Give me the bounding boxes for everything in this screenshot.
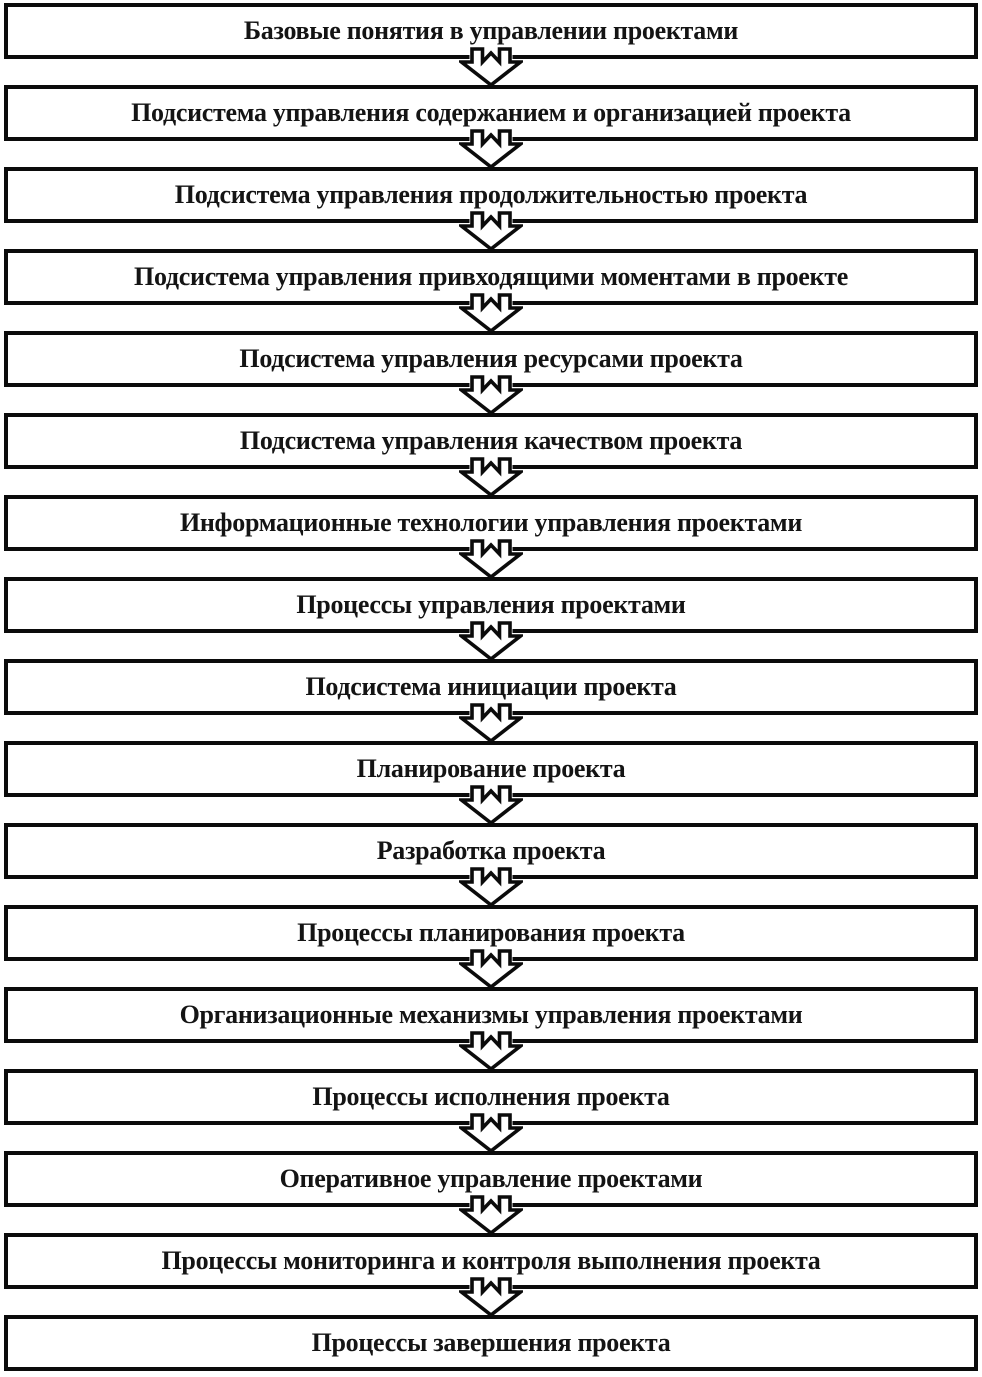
chevron-down-arrow-icon [459, 1195, 523, 1235]
chevron-down-arrow-icon [459, 949, 523, 989]
flow-step-label: Процессы завершения проекта [311, 1328, 671, 1357]
chevron-down-arrow-icon [459, 539, 523, 579]
flow-step-label: Процессы планирования проекта [297, 918, 685, 947]
chevron-down-arrow-icon [459, 785, 523, 825]
chevron-down-arrow-icon [459, 129, 523, 169]
flow-step-label: Организационные механизмы управления проектами [179, 1000, 803, 1029]
flow-step-label: Планирование проекта [356, 754, 626, 783]
chevron-down-arrow-icon [459, 1277, 523, 1317]
chevron-down-arrow-icon [459, 1113, 523, 1153]
chevron-down-arrow-icon [459, 1031, 523, 1071]
flow-step-label: Процессы мониторинга и контроля выполнения проекта [161, 1246, 821, 1275]
flow-step-label: Подсистема управления качеством проекта [239, 426, 743, 455]
flow-step-label: Базовые понятия в управлении проектами [243, 16, 739, 45]
flow-step-label: Процессы управления проектами [296, 590, 686, 619]
chevron-down-arrow-icon [459, 47, 523, 87]
flow-step-label: Подсистема управления привходящими моментами в проекте [134, 262, 848, 291]
chevron-down-arrow-icon [459, 293, 523, 333]
chevron-down-arrow-icon [459, 375, 523, 415]
flow-step-label: Подсистема инициации проекта [305, 672, 677, 701]
flow-step-label: Подсистема управления содержанием и организацией проекта [131, 98, 851, 127]
flow-step-label: Разработка проекта [376, 836, 606, 865]
flow-step-label: Информационные технологии управления проектами [179, 508, 803, 537]
flow-step-label: Оперативное управление проектами [279, 1164, 703, 1193]
chevron-down-arrow-icon [459, 457, 523, 497]
chevron-down-arrow-icon [459, 211, 523, 251]
flow-step-label: Подсистема управления ресурсами проекта [239, 344, 743, 373]
flow-step-17 [4, 1315, 978, 1371]
flow-step-label: Подсистема управления продолжительностью проекта [174, 180, 808, 209]
chevron-down-arrow-icon [459, 703, 523, 743]
flow-step-label: Процессы исполнения проекта [312, 1082, 670, 1111]
chevron-down-arrow-icon [459, 867, 523, 907]
chevron-down-arrow-icon [459, 621, 523, 661]
